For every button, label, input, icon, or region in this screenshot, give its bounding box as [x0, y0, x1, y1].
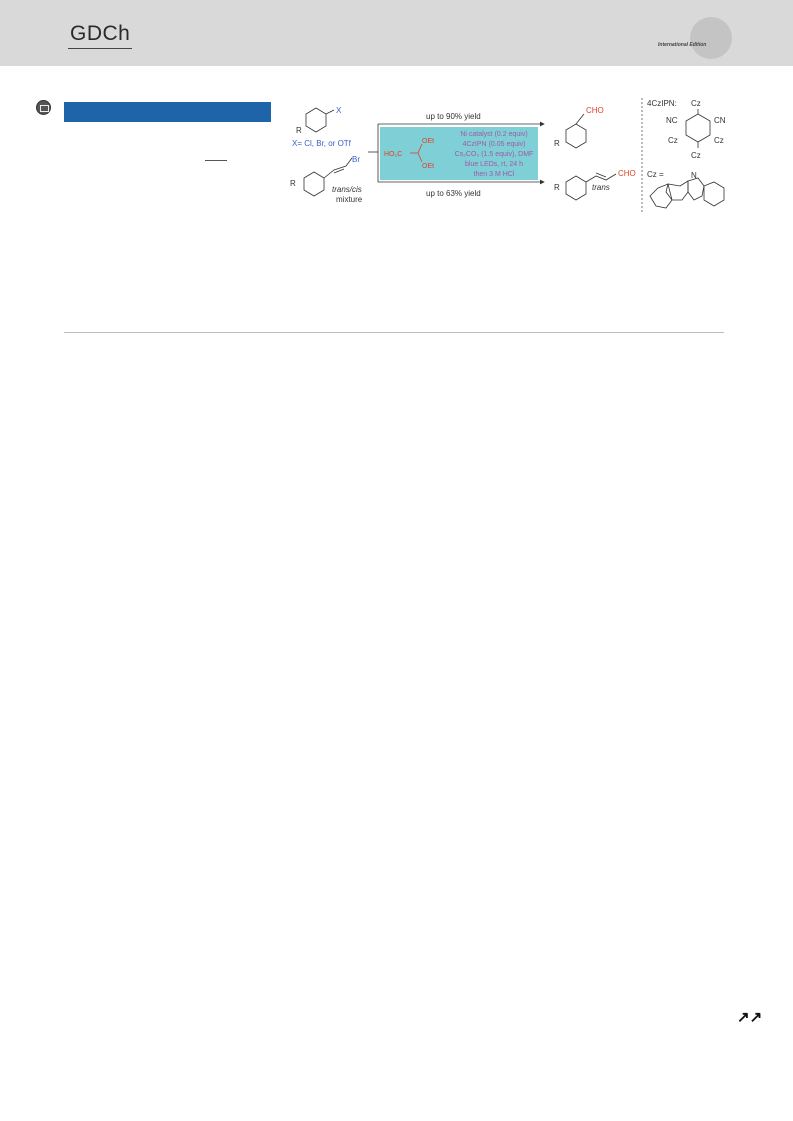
condition-line-1: Ni catalyst (0.2 equiv) [460, 131, 528, 138]
product2-trans: trans [592, 183, 610, 192]
product1-r: R [554, 139, 560, 148]
product2-r: R [554, 183, 560, 192]
aryl-r-label: R [296, 126, 302, 135]
mixture-label: mixture [336, 195, 363, 204]
aryl-halide-structure [306, 108, 334, 132]
edition-badge-circle [690, 17, 732, 59]
vinyl-br-label: Br [352, 155, 360, 164]
table-of-contents-icon[interactable] [36, 100, 51, 115]
vinyl-r-label: R [290, 179, 296, 188]
cz-definition: Cz = [647, 170, 664, 179]
bottom-yield-label: up to 63% yield [426, 189, 481, 198]
external-link-icon[interactable]: ↗↗ [737, 1009, 763, 1026]
gdch-logo: GDCh [70, 22, 131, 45]
cz-right: Cz [714, 136, 724, 145]
carbazole-structure [650, 178, 724, 208]
short-rule [205, 160, 227, 161]
condition-line-4: blue LEDs, rt, 24 h [465, 161, 523, 168]
cz-top: Cz [691, 99, 701, 108]
condition-line-3: Cs₂CO₃ (1.5 equiv), DMF [454, 151, 534, 158]
section-header-bar [64, 102, 271, 122]
edition-label: International Edition [658, 42, 707, 48]
benzaldehyde-structure [566, 114, 586, 148]
halide-options: X= Cl, Br, or OTf [292, 139, 351, 148]
logo-underline [68, 48, 132, 49]
product2-cho: CHO [618, 169, 636, 178]
product1-cho: CHO [586, 106, 604, 115]
reaction-scheme [286, 96, 741, 220]
halide-x-label: X [336, 106, 342, 115]
cz-bottom: Cz [691, 151, 701, 160]
page-header [0, 0, 793, 66]
condition-line-2: 4CzIPN (0.05 equiv) [462, 141, 526, 148]
cn-label: CN [714, 116, 726, 125]
reagent-oet-bottom: OEt [422, 163, 435, 170]
nc-label: NC [666, 116, 678, 125]
condition-line-5: then 3 M HCl [473, 171, 515, 178]
section-divider [64, 332, 724, 333]
carbazole-n: N [691, 171, 697, 180]
reagent-oet-top: OEt [422, 138, 435, 145]
isomer-label: trans/cis [332, 185, 362, 194]
catalyst-label: 4CzIPN: [647, 99, 677, 108]
4czipn-structure [686, 109, 710, 148]
top-yield-label: up to 90% yield [426, 112, 481, 121]
cz-left: Cz [668, 136, 678, 145]
reagent-ho2c: HO₂C [384, 151, 403, 158]
